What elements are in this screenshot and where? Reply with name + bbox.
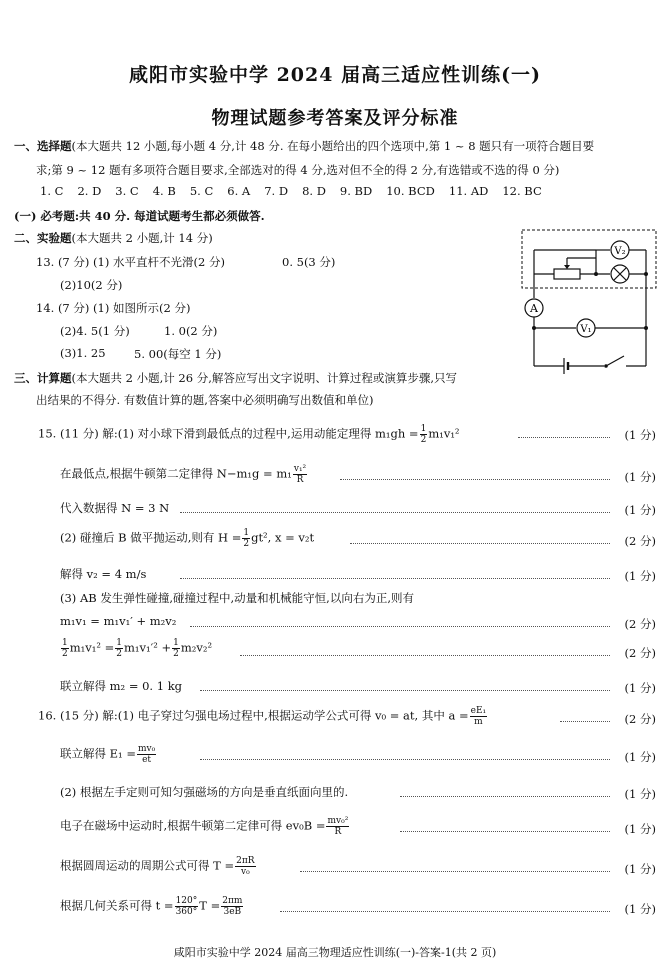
- page-footer: 咸阳市实验中学 2024 届高三物理适应性训练(一)-答案-1(共 2 页): [173, 946, 497, 959]
- q15-line7: m₁v₁ = m₁v₁′ + m₂v₂: [60, 614, 177, 628]
- q15-line8: [60, 638, 212, 659]
- dot-leader: [518, 437, 610, 438]
- q15-line1-tail: m₁v₁²: [428, 426, 460, 441]
- answer-item: 8. D: [302, 184, 326, 198]
- q14-part3: (3)1. 25: [60, 346, 106, 360]
- score-label: (2 分): [624, 712, 656, 726]
- q14-part2: (2)4. 5(1 分): [60, 324, 130, 338]
- answer-item: 9. BD: [339, 184, 373, 198]
- q16-line5: [60, 856, 257, 877]
- score-label: (1 分): [624, 681, 656, 695]
- q13-part1-b: 0. 5(3 分): [282, 255, 336, 269]
- q16-line2: [60, 744, 157, 765]
- q15-line2-text: 在最低点,根据牛顿第二定律得 N−m₁g = m₁: [60, 466, 292, 481]
- required-text: :共 40 分. 每道试题考生都必须做答.: [74, 209, 265, 223]
- q15-line4-tail: gt², x = v₂t: [251, 530, 315, 545]
- score-label: (1 分): [624, 902, 656, 916]
- fraction-numerator: 1: [420, 424, 427, 434]
- dot-leader: [340, 479, 610, 480]
- fraction-numerator: 2πm: [222, 896, 243, 906]
- answer-item: 12. BC: [502, 184, 542, 198]
- answer-item: 7. D: [264, 184, 289, 198]
- q15-line3: 代入数据得 N = 3 N: [60, 501, 170, 515]
- section3-line1: [14, 370, 457, 386]
- answer-item: 11. AD: [448, 184, 489, 198]
- answer-item: 10. BCD: [386, 184, 435, 198]
- section2-desc: (本大题共 2 小题,计 14 分): [71, 231, 213, 245]
- score-label: (1 分): [624, 862, 656, 876]
- q14-part1: 14. (7 分) (1) 如图所示(2 分): [36, 301, 191, 315]
- fraction-numerator: 1: [243, 528, 250, 538]
- q16-line1: [38, 706, 488, 727]
- q15-line1-text: 15. (11 分) 解:(1) 对小球下滑到最低点的过程中,运用动能定理得 m₁gh =: [38, 426, 419, 441]
- score-label: (1 分): [624, 569, 656, 583]
- fraction-denominator: 3eB: [223, 907, 242, 917]
- q16-line4: [60, 816, 350, 837]
- dot-leader: [240, 655, 610, 656]
- q16-line1-text: 16. (15 分) 解:(1) 电子穿过匀强电场过程中,根据运动学公式可得 v₀ = at, 其中 a =: [38, 708, 469, 723]
- q15-line2: [60, 464, 308, 485]
- fraction: [235, 856, 255, 877]
- score-label: (1 分): [624, 822, 656, 836]
- q15-line1: [38, 424, 460, 445]
- q16-line4-text: 电子在磁场中运动时,根据牛顿第二定律可得 ev₀B =: [60, 818, 326, 833]
- section3-desc1: (本大题共 2 小题,计 26 分,解答应写出文字说明、计算过程或演算步骤,只写: [71, 371, 458, 385]
- dot-leader: [300, 871, 610, 872]
- answer-item: 1. C: [40, 184, 64, 198]
- q13-part2: (2)10(2 分): [60, 278, 123, 292]
- fraction-denominator: 2: [420, 435, 427, 445]
- fraction-numerator: 120°: [175, 896, 198, 906]
- q15-line4-text: (2) 碰撞后 B 做平抛运动,则有 H =: [60, 530, 242, 545]
- fraction-denominator: v₀: [240, 867, 250, 877]
- fraction-numerator: v₁²: [293, 464, 307, 474]
- fraction-denominator: m: [474, 717, 483, 727]
- answer-list: [40, 184, 542, 198]
- circuit-diagram: [520, 228, 658, 374]
- q15-line9: 联立解得 m₂ = 0. 1 kg: [60, 679, 183, 693]
- section1-line1: [14, 138, 594, 154]
- fraction: [470, 706, 488, 727]
- q16-line6: [60, 896, 244, 917]
- q16-line3: (2) 根据左手定则可知匀强磁场的方向是垂直纸面向里的.: [60, 785, 349, 799]
- fraction: [175, 896, 199, 917]
- section3-desc2: 出结果的不得分. 有数值计算的题,答案中必须明确写出数值和单位): [36, 393, 374, 407]
- q15-line5: 解得 v₂ = 4 m/s: [60, 567, 147, 581]
- q13-part1: 13. (7 分) (1) 水平直杆不光滑(2 分): [36, 255, 225, 269]
- answer-item: 3. C: [115, 184, 139, 198]
- document-subtitle: 物理试题参考答案及评分标准: [211, 108, 459, 129]
- fraction: [420, 424, 428, 445]
- section1-heading: 一、选择题: [14, 139, 72, 153]
- dashed-box: [522, 230, 656, 288]
- fraction: [293, 464, 307, 485]
- dot-leader: [560, 721, 610, 722]
- q15-line8-b: m₁v₁′² +: [124, 640, 172, 655]
- q15-line4: [60, 528, 314, 549]
- score-label: (1 分): [624, 470, 656, 484]
- score-label: (1 分): [624, 787, 656, 801]
- q15-line6: (3) AB 发生弹性碰撞,碰撞过程中,动量和机械能守恒,以向右为正,则有: [60, 591, 414, 605]
- dot-leader: [350, 543, 610, 544]
- q16-line5-text: 根据圆周运动的周期公式可得 T =: [60, 858, 235, 873]
- fraction-numerator: mv₀²: [327, 816, 349, 826]
- score-label: (2 分): [624, 646, 656, 660]
- q16-line6-mid: T =: [199, 898, 221, 913]
- fraction: [137, 744, 156, 765]
- circuit-label-a: A: [530, 302, 538, 315]
- dot-leader: [400, 796, 610, 797]
- dot-leader: [280, 911, 610, 912]
- fraction: $\frac{1}{2}$: [173, 638, 179, 659]
- circuit-label-v2: V₂: [614, 246, 626, 257]
- answer-item: 5. C: [189, 184, 214, 198]
- score-label: (1 分): [624, 503, 656, 517]
- score-label: (1 分): [624, 750, 656, 764]
- dot-leader: [400, 831, 610, 832]
- fraction-denominator: 360°: [175, 907, 198, 917]
- circuit-label-v1: V₁: [580, 324, 592, 335]
- fraction: $\frac{1}{2}$: [116, 638, 122, 659]
- q16-line6-text: 根据几何关系可得 t =: [60, 898, 174, 913]
- q14-part2-b: 1. 0(2 分): [164, 324, 218, 338]
- document-title: 咸阳市实验中学 2024 届高三适应性训练(一): [128, 64, 542, 86]
- fraction: [242, 528, 250, 549]
- q15-line8-c: m₂v₂²: [180, 640, 213, 655]
- answer-item: 6. A: [227, 184, 251, 198]
- fraction: [326, 816, 349, 837]
- answer-item: 2. D: [77, 184, 102, 198]
- fraction: [221, 896, 243, 917]
- fraction-denominator: R: [334, 827, 342, 837]
- fraction-denominator: et: [142, 755, 152, 765]
- required-line: [14, 208, 265, 224]
- q16-line2-text: 联立解得 E₁ =: [60, 746, 136, 761]
- fraction-numerator: mv₀: [137, 744, 156, 754]
- dot-leader: [180, 578, 610, 579]
- fraction: $\frac{1}{2}$: [62, 638, 68, 659]
- score-label: (2 分): [624, 617, 656, 631]
- fraction-denominator: R: [296, 475, 304, 485]
- section1-desc1: (本大题共 12 小题,每小题 4 分,计 48 分. 在每小题给出的四个选项中,第 1 ~ 8 题只有一项符合题目要: [71, 139, 595, 153]
- rheostat-icon: [554, 269, 580, 279]
- section2-line: [14, 230, 213, 246]
- dot-leader: [190, 626, 610, 627]
- required-heading: (一) 必考题: [14, 209, 75, 223]
- score-label: (1 分): [624, 428, 656, 442]
- dot-leader: [200, 759, 610, 760]
- dot-leader: [180, 512, 610, 513]
- score-label: (2 分): [624, 534, 656, 548]
- fraction-numerator: eE₁: [470, 706, 487, 716]
- fraction-numerator: 2πR: [236, 856, 255, 866]
- answer-item: 4. B: [152, 184, 176, 198]
- q15-line8-a: m₁v₁² =: [69, 640, 115, 655]
- q14-part3-b: 5. 00(每空 1 分): [134, 347, 222, 361]
- section2-heading: 二、实验题: [14, 231, 72, 245]
- fraction-denominator: 2: [243, 539, 250, 549]
- dot-leader: [200, 690, 610, 691]
- section1-desc2: 求;第 9 ~ 12 题有多项符合题目要求,全部选对的得 4 分,选对但不全的得 2 分,有选错或不选的得 0 分): [36, 163, 560, 177]
- section3-heading: 三、计算题: [14, 371, 72, 385]
